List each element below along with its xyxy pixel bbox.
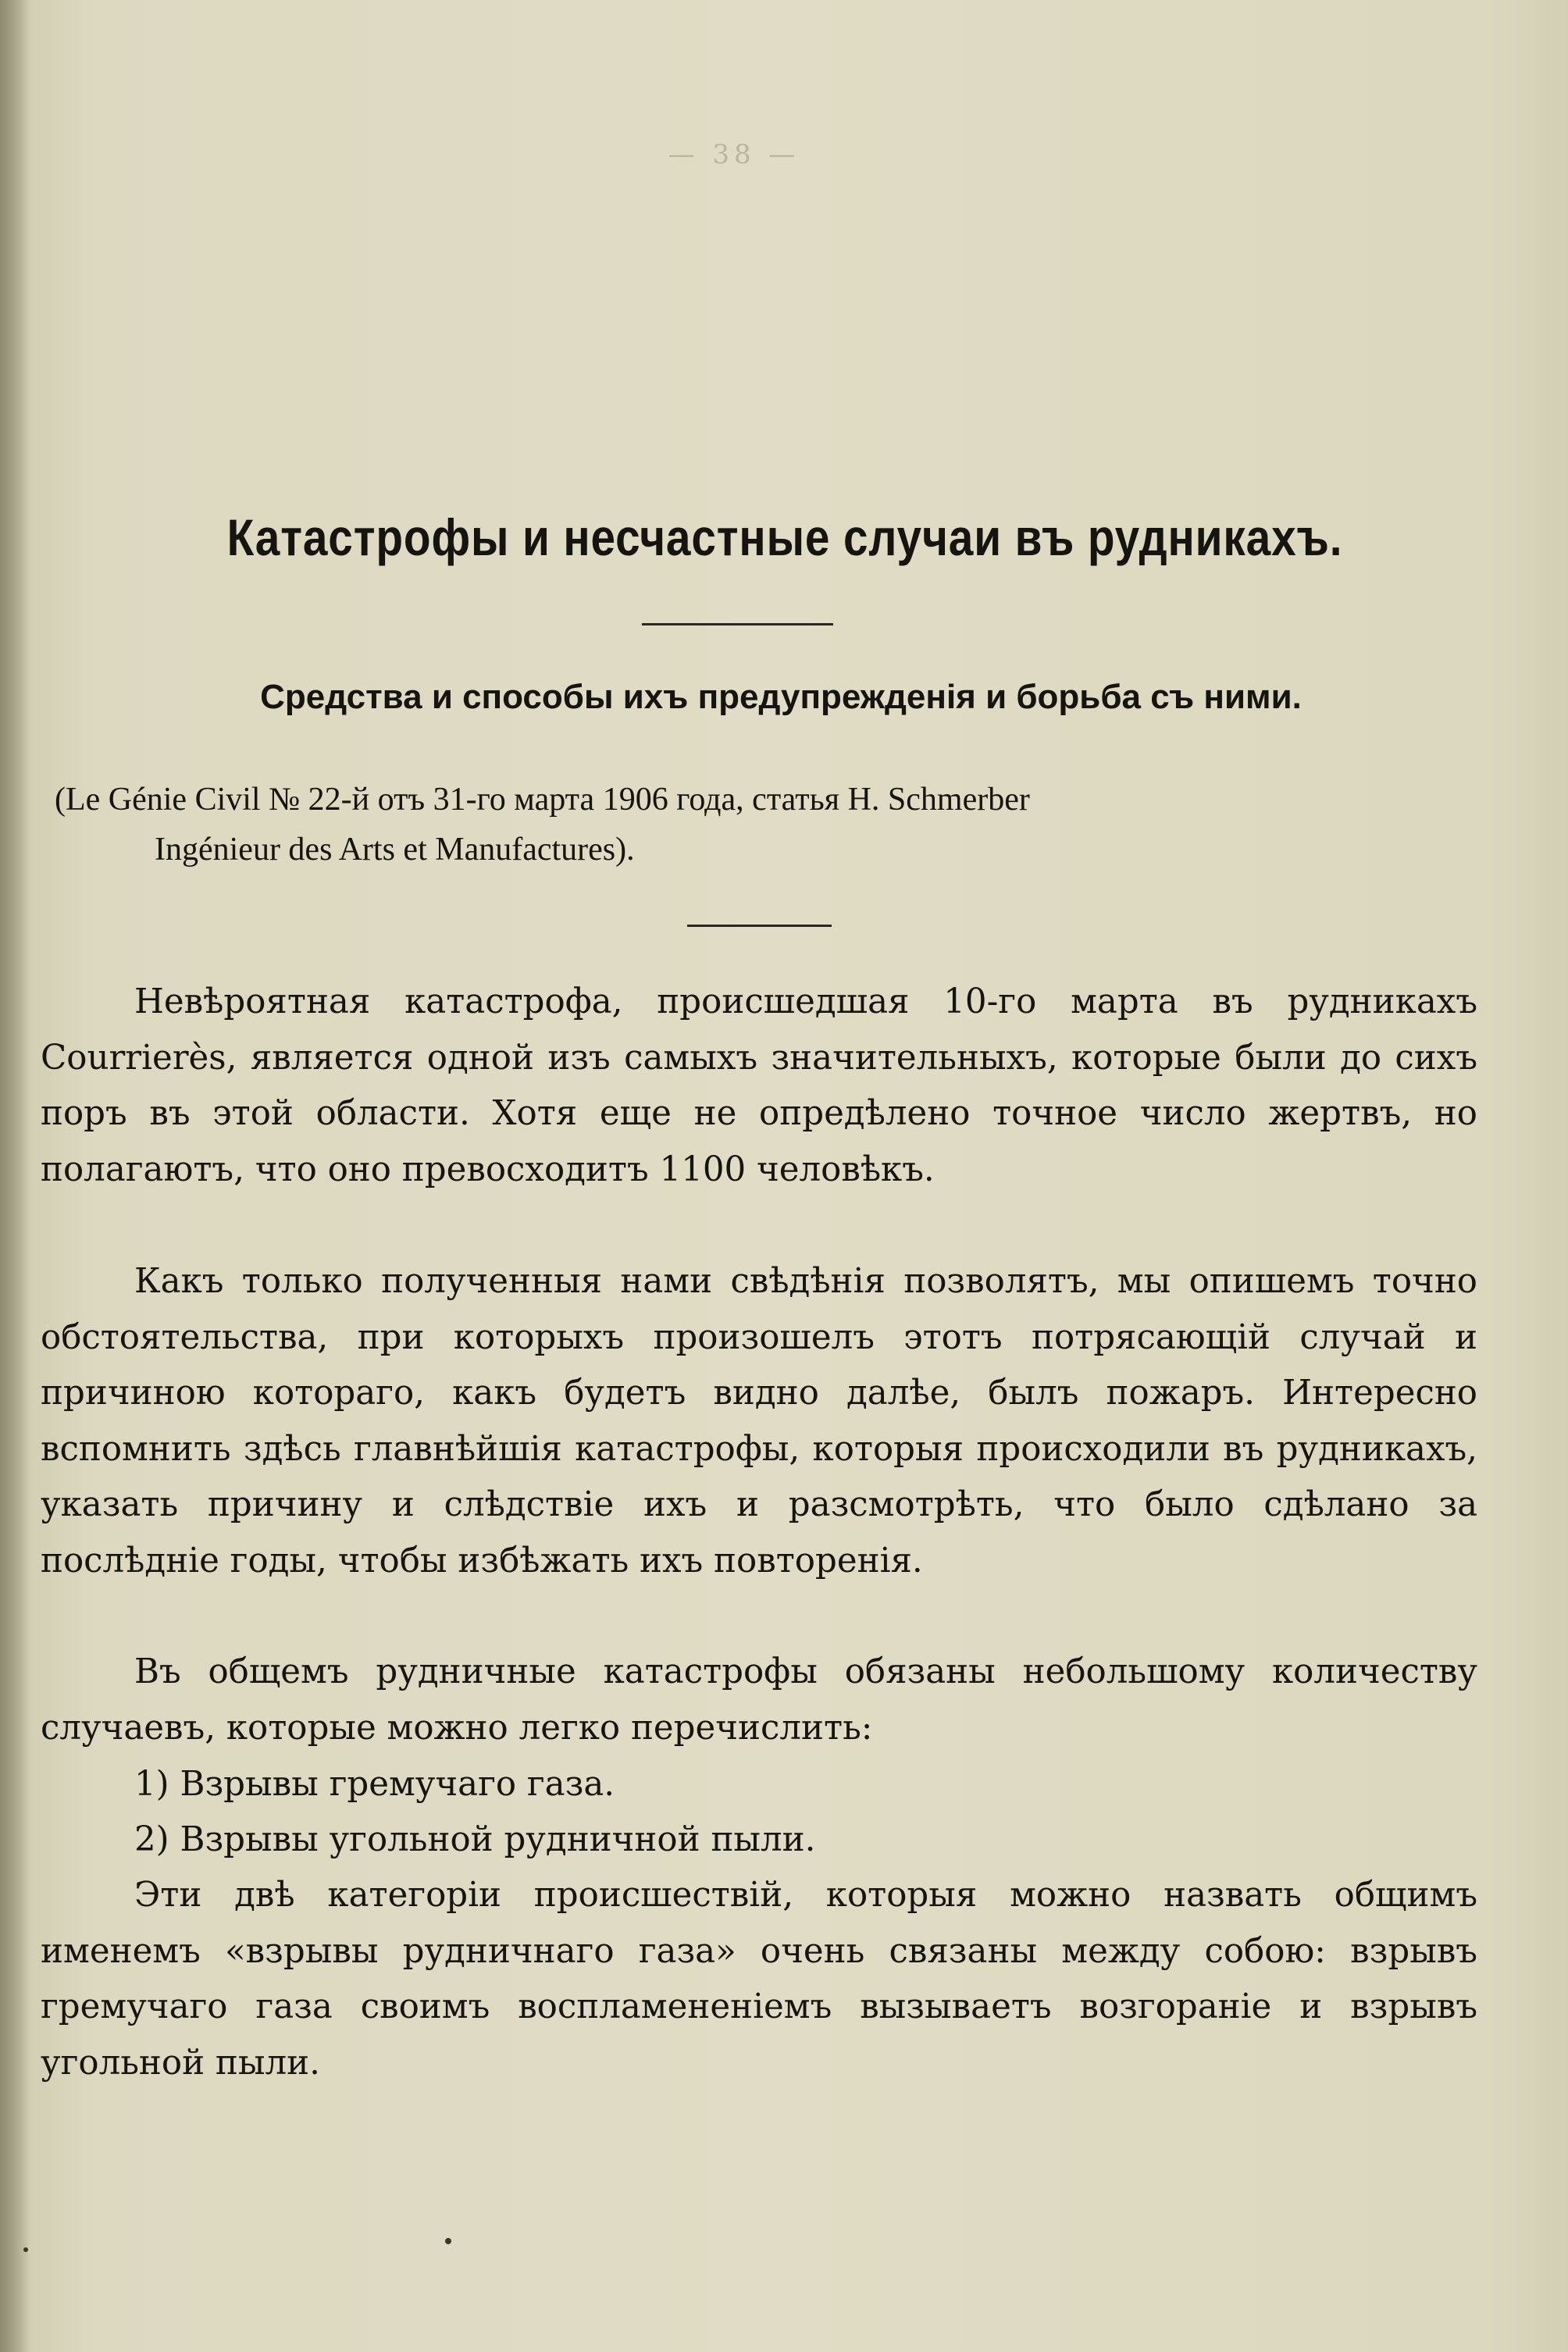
- body-paragraph-1: [41, 975, 1477, 1198]
- paragraph-text: Невѣроятная катастрофа, происшедшая 10-го марта въ рудникахъ Courrierès, является одной изъ самыхъ значительныхъ, которые были до сихъ поръ въ этой области. Хотя еще не опредѣлено точное число жертвъ, но полагаютъ, что оно превосходитъ 1100 человѣкъ.: [41, 982, 1477, 1189]
- paragraph-text: Въ общемъ рудничные катастрофы обязаны небольшому количеству случаевъ, которые можно легко перечислить:: [41, 1652, 1477, 1748]
- body-paragraph-2: [41, 1254, 1477, 1589]
- source-citation-line-2: Ingénieur des Arts et Manufactures).: [155, 832, 635, 868]
- page-title: Катастрофы и несчастные случаи въ рудникахъ.: [226, 508, 1343, 566]
- source-citation-line-1: (Le Génie Civil № 22-й отъ 31-го марта 1906 года, статья H. Schmerber: [55, 782, 1030, 818]
- page-number: — 38 —: [668, 139, 800, 170]
- body-paragraph-3: [41, 1645, 1477, 1756]
- list-item: 2) Взрывы угольной рудничной пыли.: [134, 1820, 816, 1859]
- paper-speck: [23, 2247, 28, 2252]
- citation-divider: [687, 925, 832, 927]
- paragraph-text: Какъ только полученныя нами свѣдѣнія позволятъ, мы опишемъ точно обстоятельства, при которыхъ произошелъ этотъ потрясающій случай и причиною котораго, какъ будетъ видно далѣе, былъ пожаръ. Интересно вспомнить здѣсь главнѣйшія катастрофы, которыя происходили въ рудникахъ, указать причину и слѣдствіе ихъ и разсмотрѣть, что было сдѣлано за послѣдніе годы, чтобы избѣжать ихъ повторенія.: [41, 1262, 1477, 1580]
- body-paragraph-4: [41, 1868, 1477, 2091]
- title-divider: [642, 623, 833, 625]
- subtitle: Средства и способы ихъ предупрежденія и борьба съ ними.: [260, 678, 1302, 716]
- list-item: 1) Взрывы гремучаго газа.: [134, 1765, 615, 1804]
- paragraph-text: Эти двѣ категоріи происшествій, которыя можно назвать общимъ именемъ «взрывы рудничнаго газа» очень связаны между собою: взрывъ гремучаго газа своимъ воспламененіемъ вызываетъ возгораніе и взрывъ угольной пыли.: [41, 1876, 1477, 2083]
- paper-speck: [445, 2238, 451, 2244]
- page-binding-shadow: [0, 0, 30, 2352]
